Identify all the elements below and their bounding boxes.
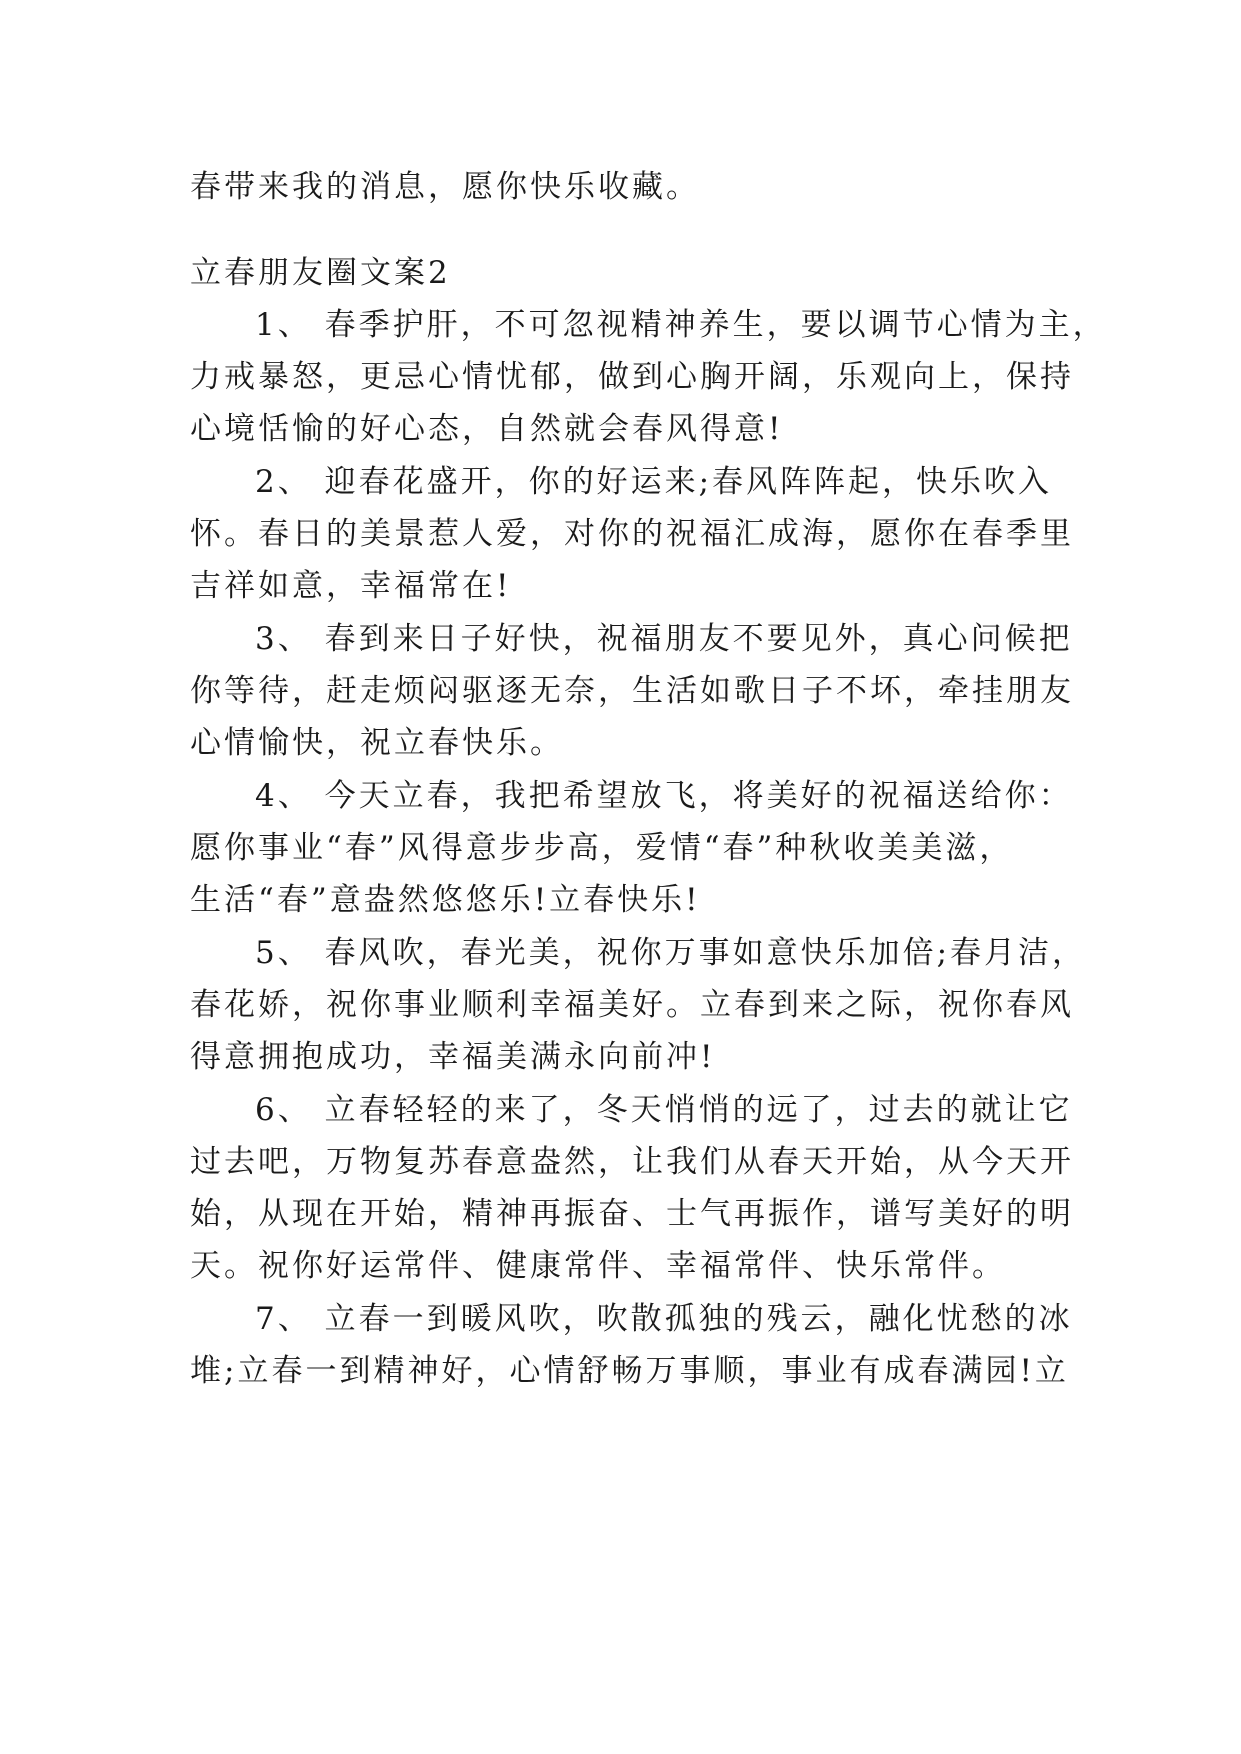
item-2-line-1: 2、 迎春花盛开，你的好运来;春风阵阵起，快乐吹入 <box>255 464 1053 500</box>
item-6-line-4: 天。祝你好运常伴、健康常伴、幸福常伴、快乐常伴。 <box>190 1248 1006 1284</box>
item-1-line-1: 1、 春季护肝，不可忽视精神养生，要以调节心情为主， <box>255 307 1107 343</box>
item-4-line-2: 愿你事业“春”风得意步步高，爱情“春”种秋收美美滋， <box>190 830 1014 866</box>
item-6-line-2: 过去吧，万物复苏春意盎然，让我们从春天开始，从今天开 <box>190 1144 1074 1180</box>
item-6-line-1: 6、 立春轻轻的来了，冬天悄悄的远了，过去的就让它 <box>255 1092 1073 1128</box>
item-7-line-1: 7、 立春一到暖风吹，吹散孤独的残云，融化忧愁的冰 <box>255 1301 1073 1337</box>
item-5-line-3: 得意拥抱成功，幸福美满永向前冲! <box>190 1039 716 1075</box>
item-3-line-1: 3、 春到来日子好快，祝福朋友不要见外，真心问候把 <box>255 621 1073 657</box>
section-heading: 立春朋友圈文案2 <box>190 255 451 291</box>
item-3-line-2: 你等待，赶走烦闷驱逐无奈，生活如歌日子不坏，牵挂朋友 <box>190 673 1074 709</box>
item-5-line-2: 春花娇，祝你事业顺利幸福美好。立春到来之际，祝你春风 <box>190 987 1074 1023</box>
item-4-line-1: 4、 今天立春，我把希望放飞，将美好的祝福送给你： <box>255 778 1073 814</box>
item-2-line-2: 怀。春日的美景惹人爱，对你的祝福汇成海，愿你在春季里 <box>190 516 1074 552</box>
item-4-line-3: 生活“春”意盎然悠悠乐!立春快乐! <box>190 882 701 918</box>
intro-tail-line: 春带来我的消息，愿你快乐收藏。 <box>190 169 700 205</box>
item-3-line-3: 心情愉快，祝立春快乐。 <box>190 725 564 761</box>
item-1-line-3: 心境恬愉的好心态，自然就会春风得意! <box>190 411 784 447</box>
item-2-line-3: 吉祥如意，幸福常在! <box>190 568 512 604</box>
item-6-line-3: 始，从现在开始，精神再振奋、士气再振作，谱写美好的明 <box>190 1196 1074 1232</box>
item-7-line-2: 堆;立春一到精神好，心情舒畅万事顺，事业有成春满园!立 <box>190 1353 1069 1389</box>
item-5-line-1: 5、 春风吹，春光美，祝你万事如意快乐加倍;春月洁， <box>255 935 1087 971</box>
item-1-line-2: 力戒暴怒，更忌心情忧郁，做到心胸开阔，乐观向上，保持 <box>190 359 1074 395</box>
